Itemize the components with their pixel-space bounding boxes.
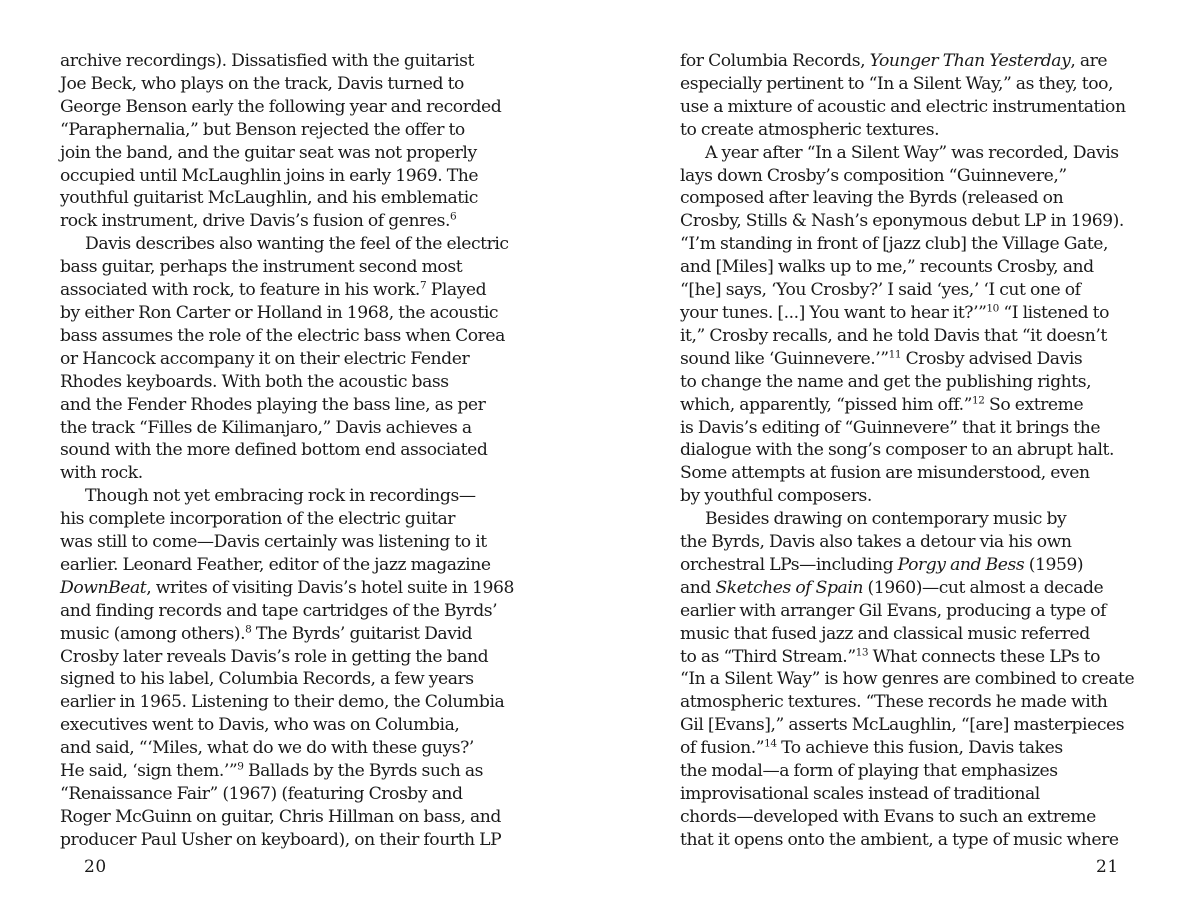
- text-segment: “I’m standing in front of [jazz club] the Village Gate,: [680, 234, 1109, 255]
- text-line: [680, 600, 1142, 623]
- text-segment: dialogue with the song’s composer to an abrupt halt.: [680, 440, 1115, 461]
- text-line: [60, 302, 522, 325]
- text-line: [60, 371, 522, 394]
- text-segment: Roger McGuinn on guitar, Chris Hillman on bass, and: [60, 806, 501, 827]
- text-line: [60, 806, 522, 829]
- text-line: [60, 233, 522, 256]
- text-segment: your tunes. [...] You want to hear it?’”: [680, 302, 987, 323]
- text-line: [60, 142, 522, 165]
- text-segment: the modal—a form of playing that emphasizes: [680, 761, 1058, 782]
- footnote-marker: 11: [888, 348, 902, 361]
- text-segment: his complete incorporation of the electric guitar: [60, 509, 456, 530]
- text-segment: bass guitar, perhaps the instrument second most: [60, 257, 463, 278]
- text-segment: and said, “‘Miles, what do we do with these guys?’: [60, 738, 474, 759]
- text-segment: to as “Third Stream.”: [680, 646, 856, 667]
- text-segment: Davis describes also wanting the feel of the electric: [85, 234, 509, 255]
- text-line: [680, 829, 1142, 852]
- text-line: [60, 348, 522, 371]
- text-segment: for Columbia Records,: [680, 51, 870, 71]
- italic-title: Younger Than Yesterday: [869, 51, 1071, 71]
- right-page-text: [680, 50, 1142, 852]
- text-segment: Ballads by the Byrds such as: [243, 761, 484, 782]
- text-line: [60, 554, 522, 577]
- italic-title: Porgy and Bess: [897, 554, 1025, 575]
- footnote-marker: 7: [419, 279, 427, 292]
- text-segment: improvisational scales instead of traditional: [680, 784, 1040, 804]
- text-line: [60, 325, 522, 348]
- footnote-marker: 9: [237, 760, 244, 773]
- text-line: [680, 691, 1142, 714]
- text-line: [680, 256, 1142, 279]
- text-line: [680, 394, 1142, 417]
- footnote-marker: 14: [764, 737, 777, 750]
- text-segment: executives went to Davis, who was on Columbia,: [60, 715, 460, 736]
- text-segment: the track “Filles de Kilimanjaro,” Davis achieves a: [60, 417, 472, 438]
- text-segment: composed after leaving the Byrds (released on: [680, 188, 1064, 209]
- text-segment: with rock.: [60, 463, 143, 484]
- text-segment: lays down Crosby’s composition “Guinnevere,”: [680, 165, 1067, 186]
- text-line: [680, 508, 1142, 531]
- text-line: [60, 714, 522, 737]
- text-line: [680, 233, 1142, 256]
- text-segment: Joe Beck, who plays on the track, Davis turned to: [60, 73, 464, 94]
- italic-title: Sketches of Spain: [715, 577, 864, 598]
- text-line: [680, 646, 1142, 669]
- text-segment: , are: [1070, 51, 1108, 71]
- text-line: [680, 485, 1142, 508]
- text-segment: So extreme: [984, 394, 1084, 415]
- text-line: [680, 165, 1142, 188]
- text-segment: Though not yet embracing rock in recordings—: [85, 486, 476, 507]
- text-segment: join the band, and the guitar seat was not properly: [60, 142, 477, 163]
- text-line: [680, 50, 1142, 73]
- text-segment: of fusion.”: [680, 738, 765, 759]
- text-line: [60, 668, 522, 691]
- text-line: [680, 210, 1142, 233]
- text-line: [680, 417, 1142, 440]
- text-line: [60, 737, 522, 760]
- text-segment: Besides drawing on contemporary music by: [705, 509, 1067, 530]
- text-line: [680, 577, 1142, 600]
- text-line: [680, 325, 1142, 348]
- text-line: [680, 531, 1142, 554]
- text-segment: it,” Crosby recalls, and he told Davis that “it doesn’t: [680, 325, 1107, 346]
- text-line: [60, 577, 522, 600]
- text-segment: by either Ron Carter or Holland in 1968, the acoustic: [60, 302, 499, 323]
- text-line: [60, 531, 522, 554]
- text-line: [680, 142, 1142, 165]
- text-segment: that it opens onto the ambient, a type of music where: [680, 829, 1119, 850]
- text-line: [60, 417, 522, 440]
- text-segment: especially pertinent to “In a Silent Way,” as they, too,: [680, 73, 1114, 94]
- text-line: [680, 760, 1142, 783]
- text-segment: Crosby advised Davis: [901, 348, 1083, 369]
- left-page-text: [60, 50, 522, 852]
- footnote-marker: 12: [972, 393, 985, 406]
- text-segment: “Renaissance Fair” (1967) (featuring Crosby and: [60, 784, 463, 804]
- text-segment: earlier in 1965. Listening to their demo, the Columbia: [60, 692, 505, 713]
- text-segment: earlier. Leonard Feather, editor of the jazz magazine: [60, 554, 491, 575]
- text-line: [680, 439, 1142, 462]
- text-segment: He said, ‘sign them.’”: [60, 761, 238, 782]
- text-segment: sound like ‘Guinnevere.’”: [680, 348, 889, 369]
- italic-title: DownBeat: [60, 577, 147, 598]
- text-line: [680, 348, 1142, 371]
- text-line: [60, 691, 522, 714]
- text-line: [60, 96, 522, 119]
- text-segment: What connects these LPs to: [868, 646, 1101, 667]
- text-segment: The Byrds’ guitarist David: [251, 623, 473, 644]
- text-segment: To achieve this fusion, Davis takes: [776, 738, 1063, 759]
- text-segment: and finding records and tape cartridges of the Byrds’: [60, 600, 498, 621]
- text-line: [60, 783, 522, 806]
- text-segment: Crosby later reveals Davis’s role in getting the band: [60, 646, 489, 667]
- text-segment: sound with the more defined bottom end associated: [60, 440, 488, 461]
- text-segment: the Byrds, Davis also takes a detour via his own: [680, 532, 1072, 553]
- text-line: [60, 256, 522, 279]
- text-segment: rock instrument, drive Davis’s fusion of genres.: [60, 211, 450, 232]
- text-segment: , writes of visiting Davis’s hotel suite in 1968: [146, 577, 514, 598]
- text-segment: producer Paul Usher on keyboard), on their fourth LP: [60, 829, 502, 850]
- text-segment: “In a Silent Way” is how genres are combined to create: [680, 669, 1135, 690]
- text-segment: bass assumes the role of the electric bass when Corea: [60, 325, 505, 346]
- text-line: [680, 302, 1142, 325]
- text-line: [60, 187, 522, 210]
- text-segment: was still to come—Davis certainly was listening to it: [60, 532, 487, 553]
- text-line: [680, 371, 1142, 394]
- text-line: [60, 279, 522, 302]
- text-line: [680, 554, 1142, 577]
- text-line: [60, 829, 522, 852]
- text-segment: A year after “In a Silent Way” was recorded, Davis: [705, 142, 1119, 163]
- text-segment: chords—developed with Evans to such an extreme: [680, 806, 1096, 827]
- text-segment: and [Miles] walks up to me,” recounts Crosby, and: [680, 257, 1094, 278]
- text-segment: orchestral LPs—including: [680, 554, 898, 575]
- text-segment: “I listened to: [998, 302, 1109, 323]
- text-segment: use a mixture of acoustic and electric instrumentation: [680, 96, 1126, 117]
- text-segment: and the Fender Rhodes playing the bass line, as per: [60, 394, 486, 415]
- text-segment: earlier with arranger Gil Evans, producing a type of: [680, 600, 1107, 621]
- text-line: [680, 668, 1142, 691]
- text-segment: youthful guitarist McLaughlin, and his emblematic: [60, 188, 478, 209]
- text-line: [60, 119, 522, 142]
- text-segment: (1960)—cut almost a decade: [863, 577, 1104, 598]
- text-line: [60, 600, 522, 623]
- text-line: [680, 119, 1142, 142]
- text-line: [60, 462, 522, 485]
- text-segment: associated with rock, to feature in his work.: [60, 280, 420, 301]
- text-segment: Played: [426, 280, 487, 301]
- text-segment: occupied until McLaughlin joins in early 1969. The: [60, 165, 479, 186]
- text-line: [60, 165, 522, 188]
- text-line: [60, 508, 522, 531]
- text-segment: (1959): [1024, 554, 1084, 575]
- text-line: [60, 485, 522, 508]
- text-line: [60, 210, 522, 233]
- text-line: [680, 714, 1142, 737]
- text-line: [680, 96, 1142, 119]
- text-segment: and: [680, 577, 716, 598]
- text-segment: George Benson early the following year and recorded: [60, 96, 502, 117]
- text-segment: atmospheric textures. “These records he made with: [680, 692, 1108, 713]
- text-line: [680, 623, 1142, 646]
- text-segment: archive recordings). Dissatisfied with the guitarist: [60, 51, 475, 71]
- text-segment: is Davis’s editing of “Guinnevere” that it brings the: [680, 417, 1101, 438]
- text-line: [60, 439, 522, 462]
- text-segment: Gil [Evans],” asserts McLaughlin, “[are] masterpieces: [680, 715, 1125, 736]
- text-line: [60, 760, 522, 783]
- text-line: [60, 50, 522, 73]
- text-segment: music that fused jazz and classical music referred: [680, 623, 1090, 644]
- text-line: [60, 73, 522, 96]
- text-line: [680, 737, 1142, 760]
- footnote-marker: 8: [245, 622, 252, 635]
- text-line: [60, 394, 522, 417]
- footnote-marker: 13: [855, 645, 869, 658]
- footnote-marker: 6: [450, 210, 457, 223]
- text-line: [680, 279, 1142, 302]
- text-segment: Crosby, Stills & Nash’s eponymous debut LP in 1969).: [680, 211, 1124, 232]
- text-segment: to change the name and get the publishing rights,: [680, 371, 1092, 392]
- text-segment: signed to his label, Columbia Records, a few years: [60, 669, 474, 690]
- text-line: [680, 187, 1142, 210]
- text-segment: which, apparently, “pissed him off.”: [680, 394, 973, 415]
- text-line: [680, 783, 1142, 806]
- text-line: [680, 462, 1142, 485]
- text-line: [60, 623, 522, 646]
- text-segment: “[he] says, ‘You Crosby?’ I said ‘yes,’ ‘I cut one of: [680, 280, 1081, 301]
- text-line: [680, 73, 1142, 96]
- text-segment: Rhodes keyboards. With both the acoustic bass: [60, 371, 449, 392]
- text-segment: by youthful composers.: [680, 486, 872, 507]
- text-segment: or Hancock accompany it on their electric Fender: [60, 348, 470, 369]
- text-segment: “Paraphernalia,” but Benson rejected the offer to: [60, 119, 465, 140]
- text-line: [60, 646, 522, 669]
- text-segment: music (among others).: [60, 623, 246, 644]
- text-segment: to create atmospheric textures.: [680, 119, 940, 140]
- footnote-marker: 10: [986, 302, 999, 315]
- page-number-left: 20: [84, 857, 107, 877]
- page-number-right: 21: [1096, 857, 1119, 877]
- text-segment: Some attempts at fusion are misunderstood, even: [680, 463, 1090, 484]
- text-line: [680, 806, 1142, 829]
